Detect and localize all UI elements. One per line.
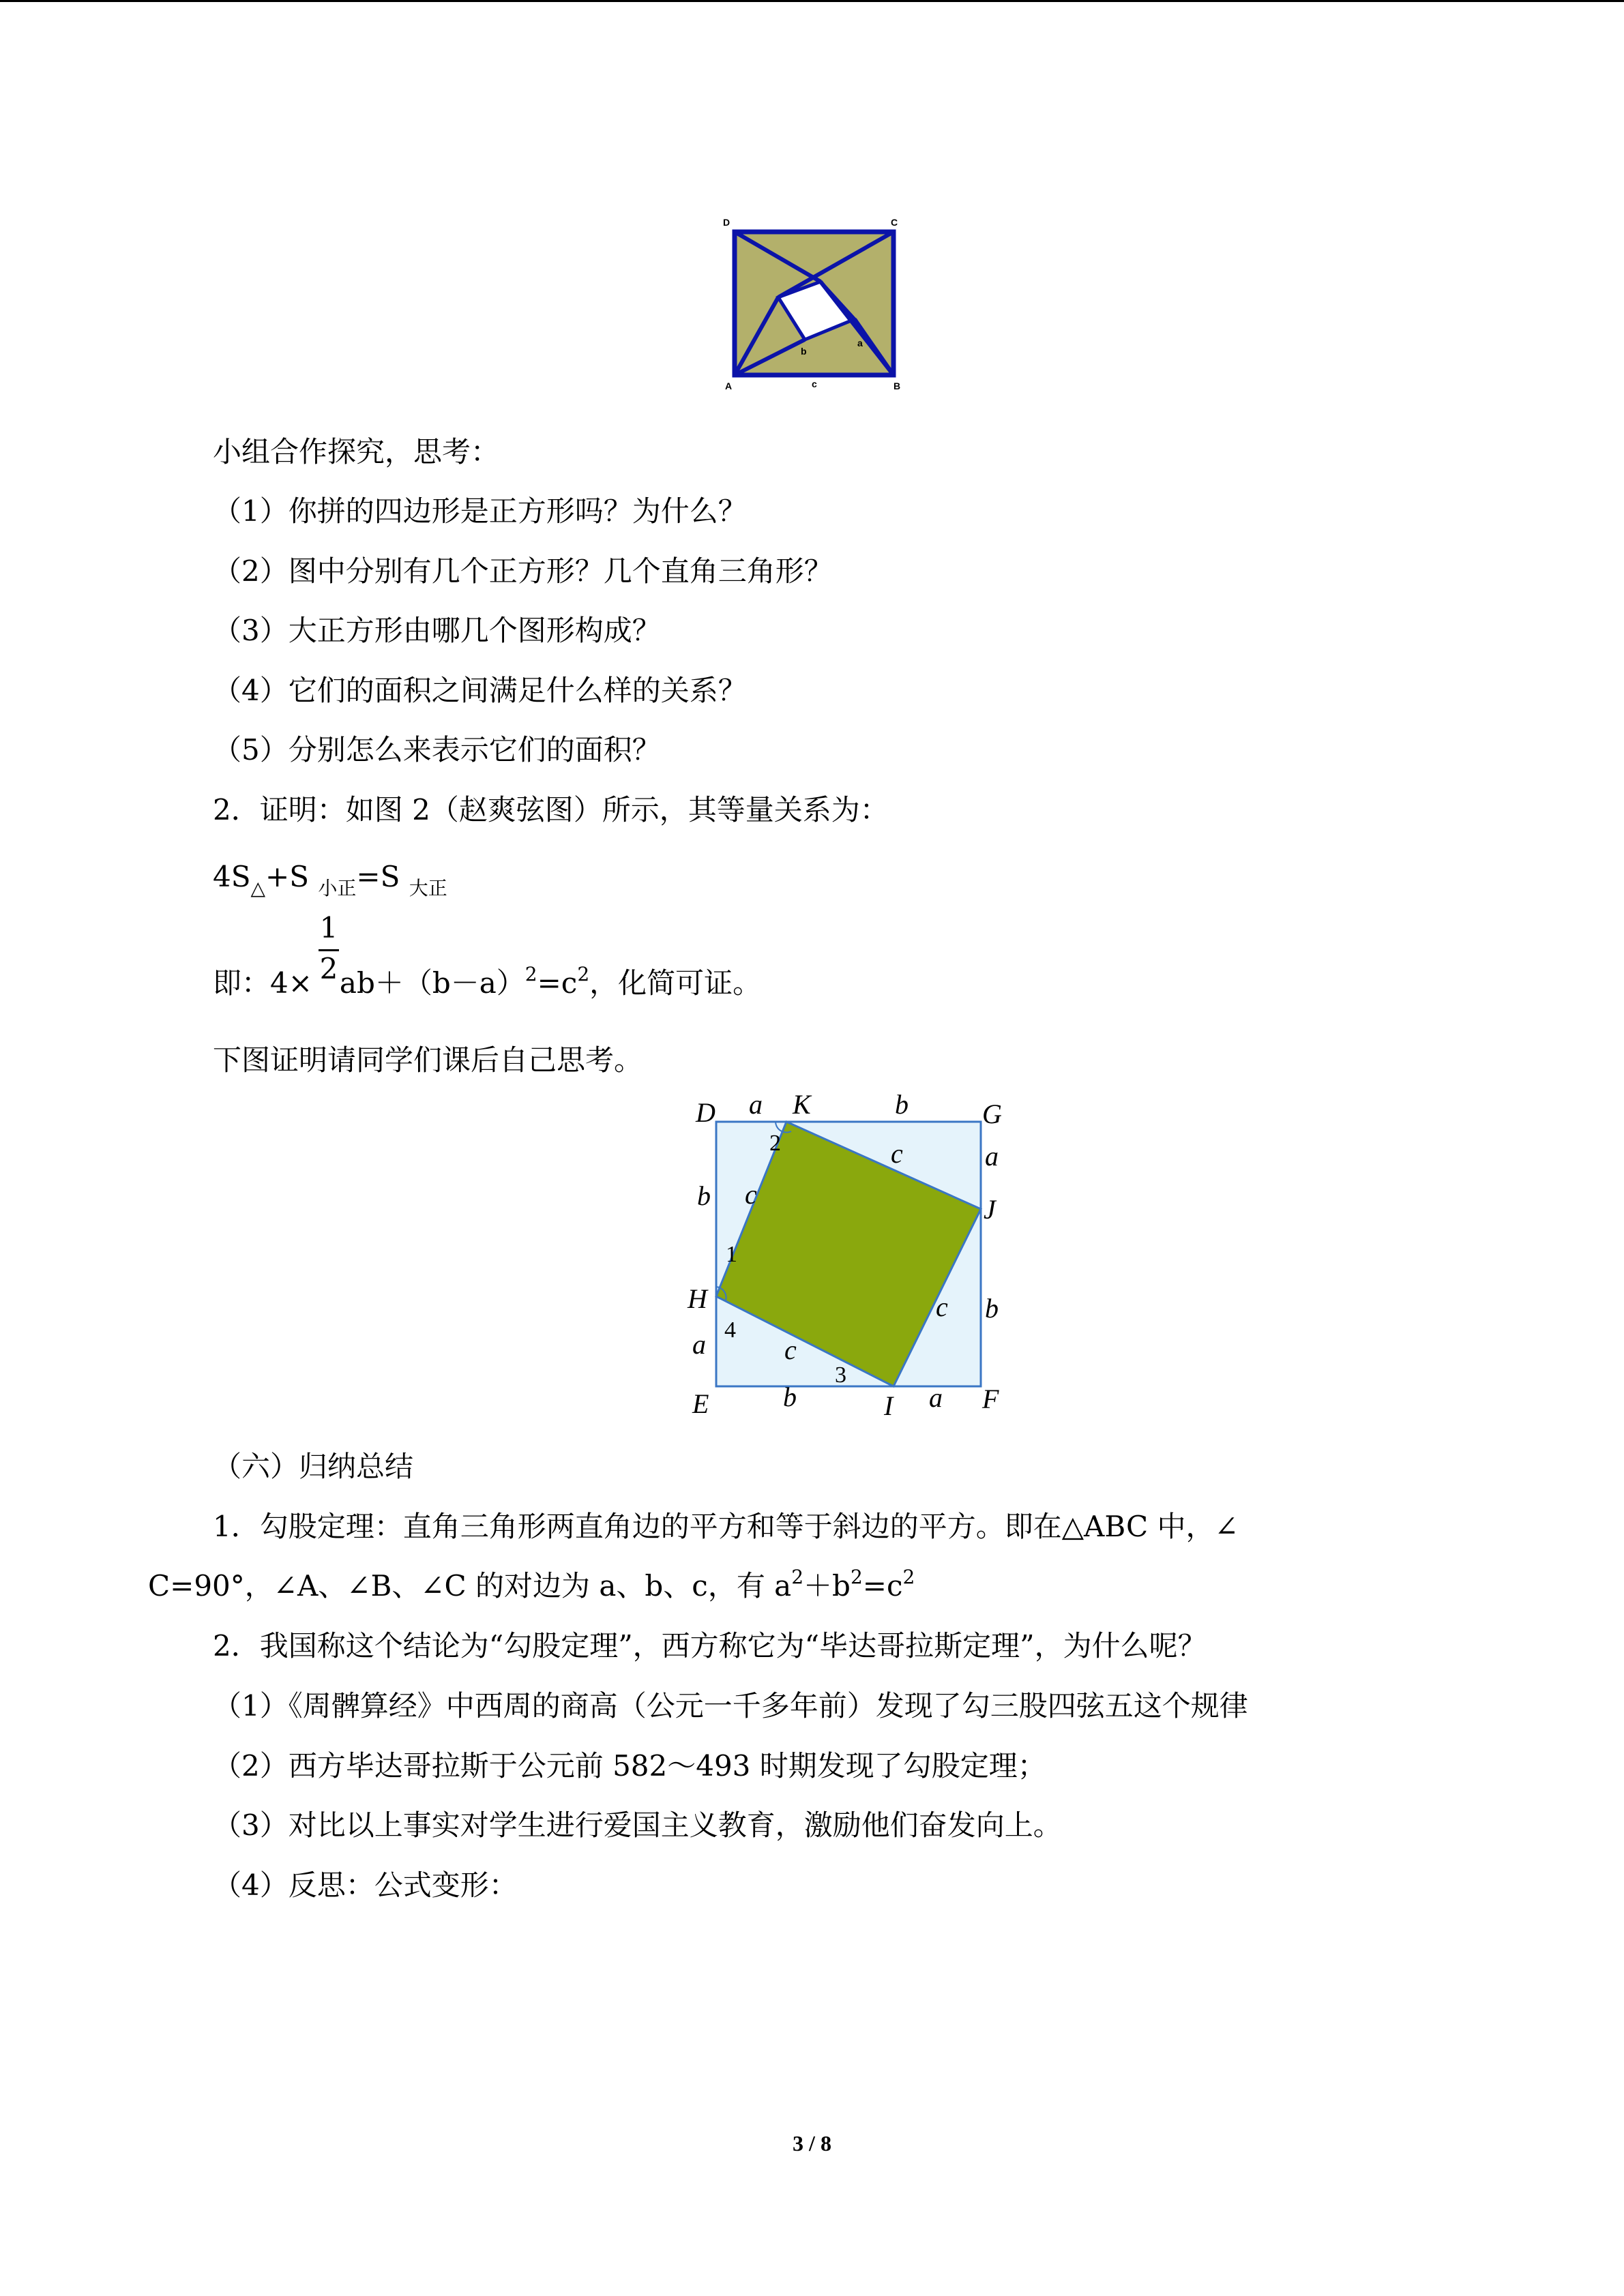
angle-2: 2 xyxy=(769,1131,781,1156)
label-b-bottom: b xyxy=(783,1382,797,1412)
summary-3: （1）《周髀算经》中西周的商高（公元一千多年前）发现了勾三股四弦五这个规律 xyxy=(213,1689,1248,1723)
label-F: F xyxy=(982,1384,999,1414)
fig1-label-b: b xyxy=(801,346,807,357)
fig1-label-a: a xyxy=(857,338,863,348)
top-border xyxy=(0,0,1624,2)
summary-1-cont: C=90°，∠A、∠B、∠C 的对边为 a、b、c，有 $a^2+b^2=c^2$ xyxy=(148,1566,915,1602)
question-3: （3）大正方形由哪几个图形构成？ xyxy=(213,614,661,647)
label-c-2: c xyxy=(891,1138,903,1169)
label-b-left: b xyxy=(697,1180,711,1211)
fig1-label-C: C xyxy=(891,217,898,228)
section-title: （六）归纳总结 xyxy=(213,1450,414,1483)
summary-1: 1．勾股定理：直角三角形两直角边的平方和等于斜边的平方。即在△ABC 中，∠ xyxy=(213,1510,1239,1543)
label-b-right: b xyxy=(985,1293,999,1324)
figure-zhao-shuang-small xyxy=(723,217,907,394)
label-a-left: a xyxy=(692,1329,706,1360)
label-c-4: c xyxy=(784,1335,797,1365)
intro-text: 小组合作探究，思考： xyxy=(213,435,500,468)
summary-6: （4）反思：公式变形： xyxy=(213,1868,518,1902)
summary-4: （2）西方毕达哥拉斯于公元前 582～493 时期发现了勾股定理； xyxy=(213,1749,1046,1783)
question-4: （4）它们的面积之间满足什么样的关系？ xyxy=(213,674,747,707)
fig1-label-c: c xyxy=(812,378,817,389)
label-E: E xyxy=(692,1388,709,1419)
figure-pythagoras-square xyxy=(682,1088,1016,1425)
fraction-denominator: 2 xyxy=(319,952,338,985)
label-D: D xyxy=(696,1097,715,1128)
fraction-bar xyxy=(319,949,339,951)
label-G: G xyxy=(982,1099,1002,1129)
summary-2: 2．我国称这个结论为“勾股定理”，西方称它为“毕达哥拉斯定理”，为什么呢？ xyxy=(213,1629,1207,1663)
label-I: I xyxy=(884,1390,894,1421)
fig1-label-D: D xyxy=(723,217,730,228)
after-note: 下图证明请同学们课后自己思考。 xyxy=(213,1043,643,1077)
fraction-numerator: 1 xyxy=(319,911,338,944)
angle-3: 3 xyxy=(835,1362,846,1388)
question-2: （2）图中分别有几个正方形？几个直角三角形？ xyxy=(213,554,833,588)
label-H: H xyxy=(688,1283,707,1314)
label-J: J xyxy=(984,1194,996,1225)
fig1-label-B: B xyxy=(894,381,901,391)
label-b-top: b xyxy=(895,1089,909,1120)
question-5: （5）分别怎么来表示它们的面积？ xyxy=(213,733,661,766)
label-a-top: a xyxy=(749,1089,763,1120)
summary-5: （3）对比以上事实对学生进行爱国主义教育，激励他们奋发向上。 xyxy=(213,1808,1062,1842)
label-c-3: c xyxy=(936,1292,948,1322)
area-equation: $4S_\triangle+S$ $_{小正}$=S $_{大正}$ xyxy=(213,860,447,899)
label-c-1: c xyxy=(745,1179,757,1210)
fig1-label-A: A xyxy=(725,381,733,391)
simplify-equation: 即：$4\times ab+(b-a)^2=c^2$，化简可证。 xyxy=(213,963,762,1000)
angle-4: 4 xyxy=(724,1317,736,1343)
proof-line: 2．证明：如图 2（赵爽弦图）所示，其等量关系为： xyxy=(213,793,889,826)
label-K: K xyxy=(793,1089,811,1120)
question-1: （1）你拼的四边形是正方形吗？为什么？ xyxy=(213,494,747,528)
page-number: 3 / 8 xyxy=(793,2131,831,2156)
label-a-bottom: a xyxy=(929,1382,943,1413)
angle-1: 1 xyxy=(726,1242,737,1267)
label-a-right: a xyxy=(985,1141,999,1172)
